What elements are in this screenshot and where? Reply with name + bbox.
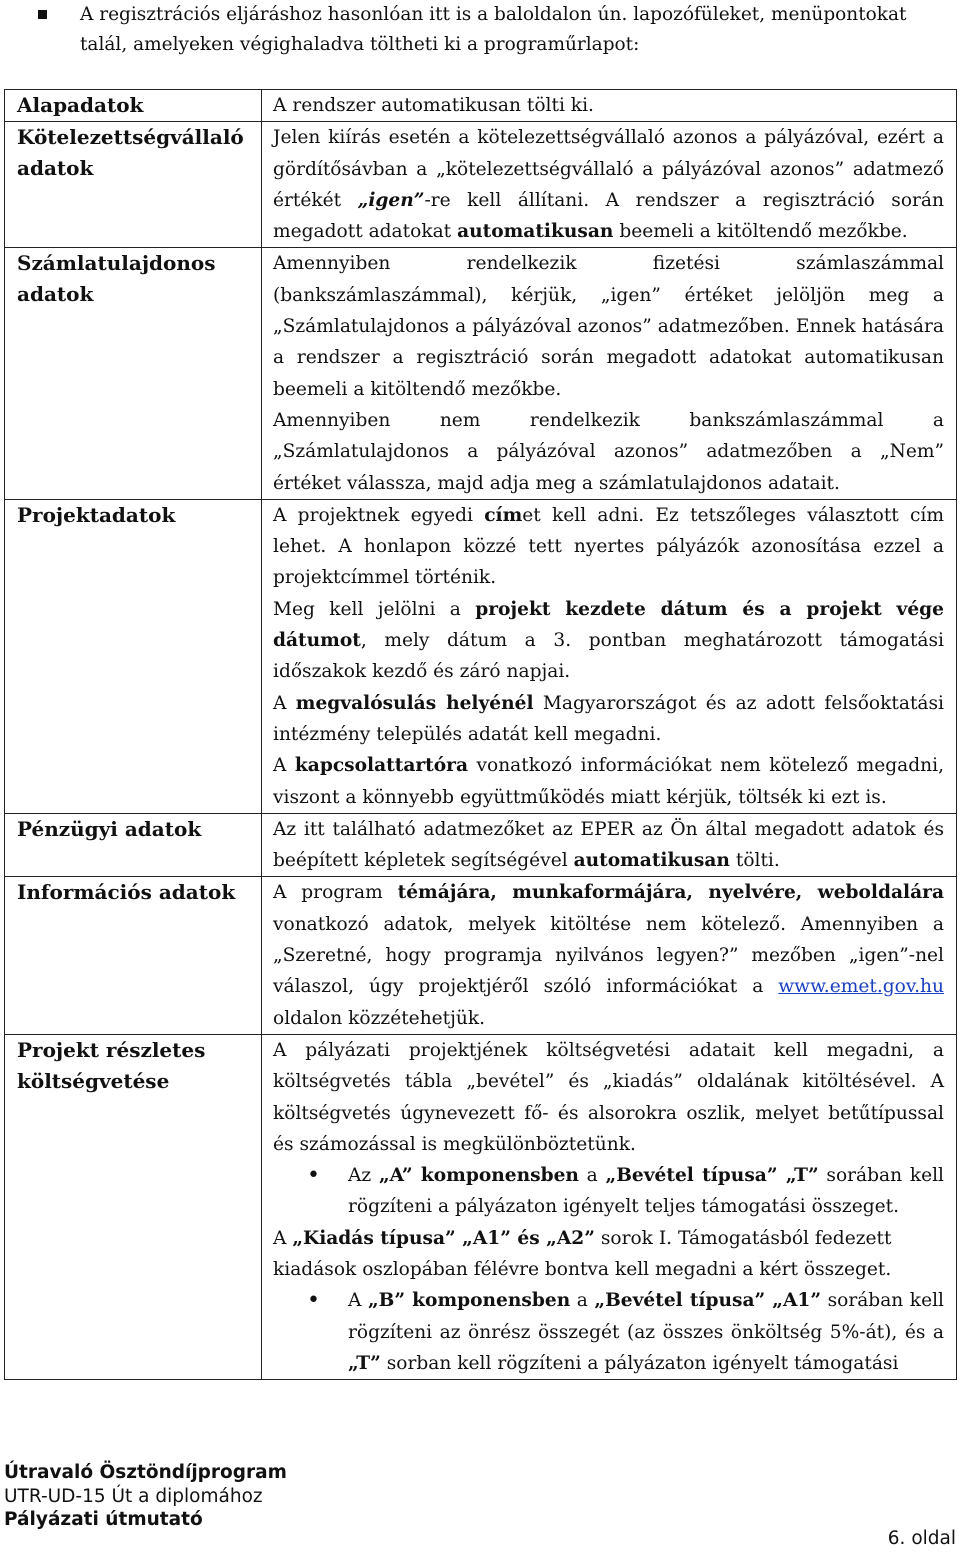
square-bullet-icon [38,10,47,19]
footer [4,1461,287,1532]
content-text: A projektnek egyedi címet kell adni. Ez tetszőleges választott cím lehet. A honlapon közzé tett nyertes pályázók azonosítása ezzel a projektcímmel történik. [273,504,945,589]
content-text: A kapcsolattartóra vonatkozó információkat nem kötelező megadni, viszont a könnyebb együttműködés miatt kérjük, töltsék ki ezt is. [273,755,944,808]
footer-program: Útravaló Ösztöndíjprogram [4,1462,287,1483]
emet-link[interactable]: www.emet.gov.hu [778,976,944,998]
row-label: Kötelezettségvállaló adatok [5,122,262,248]
bullet-list [273,1285,944,1379]
content-text: Jelen kiírás esetén a kötelezettségvállaló azonos a pályázóval, ezért a gördítősávban a „kötelezettségvállaló a pályázóval azonos” adatmező értékét „igen”-re kell állítani. A rendszer a regisztráció során megadott adatokat automatikusan beemeli a kitöltendő mezőkbe. [273,127,944,243]
content-text: A „Kiadás típusa” „A1” és „A2” sorok I. Támogatásból fedezett kiadások oszlopában félévre bontva kell megadni a kért összeget. [273,1227,892,1280]
row-label: Projektadatok [5,499,262,813]
row-label: Információs adatok [5,877,262,1034]
table-row [5,813,957,877]
list-item: • Az „A” komponensben a „Bevétel típusa” „T” sorában kell rögzíteni a pályázaton igényelt teljes támogatási összeget. [348,1160,944,1223]
footer-code: UTR-UD-15 Út a diplomához [4,1485,263,1507]
page-number: 6. oldal [887,1528,956,1549]
content-text: A pályázati projektjének költségvetési adatait kell megadni, a költségvetés tábla „bevétel” és „kiadás” oldalának kitöltésével. A költségvetés úgynevezett fő- és alsorokra oszlik, melyet betűtípussal és számozással is megkülönböztetünk. [273,1039,944,1155]
list-item: • A „B” komponensben a „Bevétel típusa” „A1” sorában kell rögzíteni az önrész összegét (az összes önköltség 5%-át), és a „T” sorban kell rögzíteni a pályázaton igényelt támogatási [348,1285,944,1379]
table-row [5,1034,957,1379]
row-content [262,90,957,122]
content-text: Amennyiben rendelkezik fizetési számlaszámmal (bankszámlaszámmal), kérjük, „igen” értéket jelöljön meg a „Számlatulajdonos a pályázóval azonos” adatmezőben. Ennek hatására a rendszer a regisztráció során megadott adatokat automatikusan beemeli a kitöltendő mezőkbe. [273,253,944,400]
table-row [5,90,957,122]
row-content [262,1034,957,1379]
row-label: Pénzügyi adatok [5,813,262,877]
footer-doc-title: Pályázati útmutató [4,1509,203,1530]
table-row [5,877,957,1034]
table-row [5,248,957,499]
content-text: A program témájára, munkaformájára, nyelvére, weboldalára vonatkozó adatok, melyek kitöltése nem kötelező. Amennyiben a „Szeretné, hogy programja nyilvános legyen?” mezőben „igen”-nel válaszol, úgy projektjéről szóló információkat a www.emet.gov.hu oldalon közzétehetjük. [273,882,944,1029]
intro-paragraph [38,0,958,60]
content-text: A rendszer automatikusan tölti ki. [273,95,594,116]
content-text: A megvalósulás helyénél Magyarországot és az adott felsőoktatási intézmény település adatát kell megadni. [273,692,944,745]
table-row [5,499,957,813]
row-content [262,122,957,248]
content-text: Amennyiben nem rendelkezik bankszámlaszámmal a „Számlatulajdonos a pályázóval azonos” adatmezőben a „Nem” értéket válassza, majd adja meg a számlatulajdonos adatait. [273,409,944,494]
row-content [262,499,957,813]
row-label: Számlatulajdonos adatok [5,248,262,499]
table-row [5,122,957,248]
bullet-list [273,1160,944,1223]
intro-text: A regisztrációs eljáráshoz hasonlóan itt is a baloldalon ún. lapozófüleket, menüpontokat talál, amelyeken végighaladva töltheti ki a programűrlapot: [80,4,907,55]
row-content [262,877,957,1034]
row-content [262,813,957,877]
content-text: Az itt található adatmezőket az EPER az Ön által megadott adatok és beépített képletek segítségével automatikusan tölti. [273,818,944,872]
content-text: Meg kell jelölni a projekt kezdete dátum és a projekt vége dátumot, mely dátum a 3. pontban meghatározott támogatási időszakok kezdő és záró napjai. [273,598,944,683]
form-tabs-table [4,89,957,1380]
row-label: Projekt részletes költségvetése [5,1034,262,1379]
row-content [262,248,957,499]
row-label: Alapadatok [5,90,262,122]
